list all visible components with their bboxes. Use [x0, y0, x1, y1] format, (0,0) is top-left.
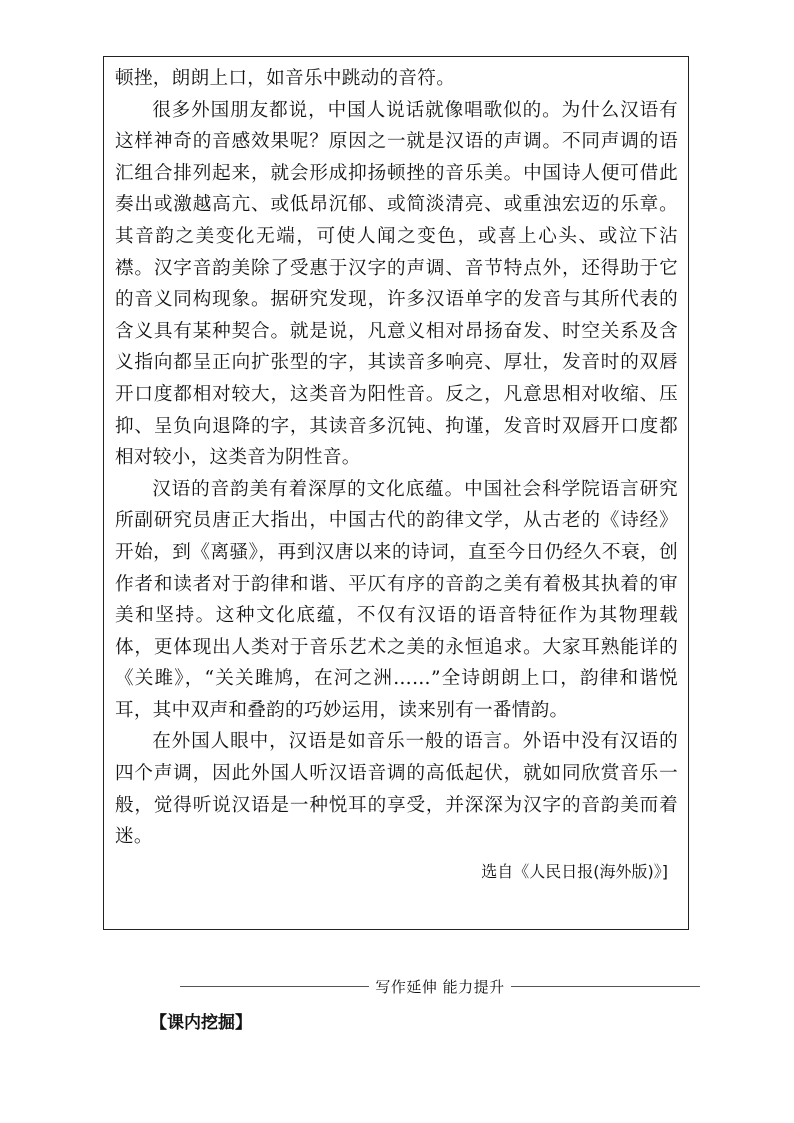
section-divider [180, 975, 700, 997]
source-citation: 选自《人民日报(海外版)》] [481, 861, 668, 881]
paragraph-foreigners: 在外国人眼中，汉语是如音乐一般的语言。外语中没有汉语的四个声调，因此外国人听汉语音调的高低起伏，就如同欣赏音乐一般，觉得听说汉语是一种悦耳的享受，并深深为汉字的音韵美而着迷。 [115, 731, 678, 848]
paragraph-tones: 很多外国朋友都说，中国人说话就像唱歌似的。为什么汉语有这样神奇的音感效果呢？原因之一就是汉语的声调。不同声调的语汇组合排列起来，就会形成抑扬顿挫的音乐美。中国诗人便可借此奏出或激越高亢、或低昂沉郁、或简淡清亮、或重浊宏迈的乐章。其音韵之美变化无端，可使人闻之变色，或喜上心头、或泣下沾襟。汉字音韵美除了受惠于汉字的声调、音节特点外，还得助于它的音义同构现象。据研究发现，许多汉语单字的发音与其所代表的含义具有某种契合。就是说，凡意义相对昂扬奋发、时空关系及含义指向都呈正向扩张型的字，其读音多响亮、厚壮，发音时的双唇开口度都相对较大，这类音为阳性音。反之，凡意思相对收缩、压抑、呈负向退降的字，其读音多沉钝、拘谨，发音时双唇开口度都相对较小，这类音为阴性音。 [115, 99, 678, 469]
paragraph-continuation: 顿挫，朗朗上口，如音乐中跳动的音符。 [115, 68, 456, 89]
subheading: 【课内挖掘】 [150, 1013, 252, 1033]
divider-rule-right [511, 986, 700, 987]
section-title: 写作延伸 能力提升 [375, 977, 505, 996]
divider-rule-left [180, 986, 369, 987]
article-box [103, 56, 689, 930]
paragraph-culture: 汉语的音韵美有着深厚的文化底蕴。中国社会科学院语言研究所副研究员唐正大指出，中国古代的韵律文学，从古老的《诗经》开始，到《离骚》，再到汉唐以来的诗词，直至今日仍经久不衰，创作者和读者对于韵律和谐、平仄有序的音韵之美有着极其执着的审美和坚持。这种文化底蕴，不仅有汉语的语音特征作为其物理载体，更体现出人类对于音乐艺术之美的永恒追求。大家耳熟能详的《关雎》，“关关雎鸠，在河之洲……”全诗朗朗上口，韵律和谐悦耳，其中双声和叠韵的巧妙运用，读来别有一番情韵。 [115, 478, 678, 721]
